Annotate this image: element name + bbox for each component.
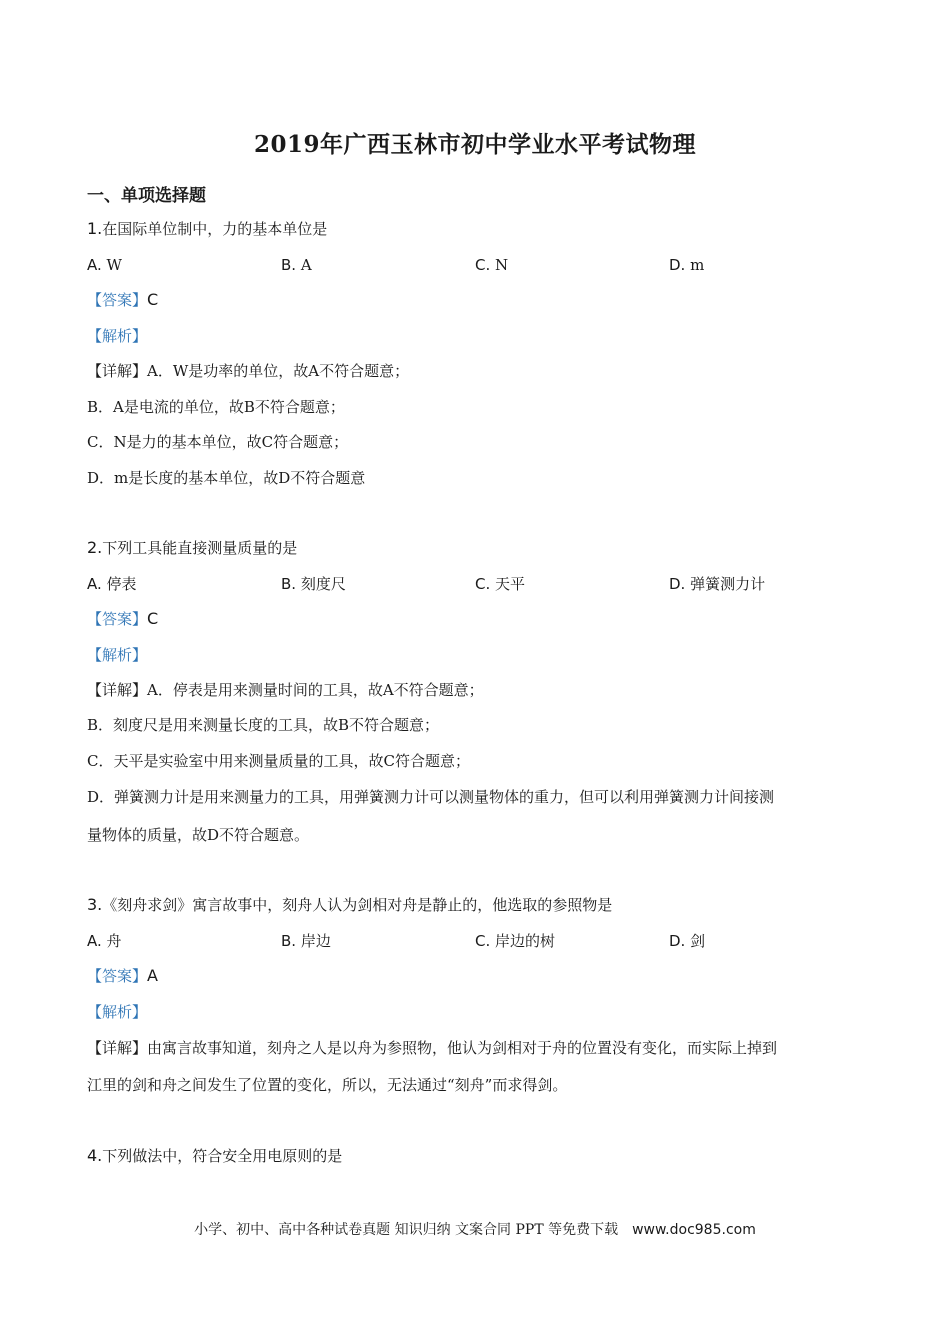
question-3-option-b: B. 岸边 [281,932,331,950]
question-number: 1. [87,219,103,238]
question-1-option-a: A. W [87,256,122,274]
answer-label: 【答案】 [87,610,148,628]
question-2-analysis-label: 【解析】 [87,646,148,664]
question-1-analysis-label: 【解析】 [87,327,148,345]
question-4-stem [87,1145,342,1167]
question-2-option-c: C. 天平 [475,575,526,593]
answer-value: C [147,609,159,628]
answer-label: 【答案】 [87,291,148,309]
question-2-detail-line: C．天平是实验室中用来测量质量的工具，故C符合题意； [87,752,470,770]
question-number: 4. [87,1146,103,1165]
question-number: 3. [87,895,103,914]
question-2-detail-line: 【详解】A．停表是用来测量时间的工具，故A不符合题意； [87,681,484,699]
question-2-answer [87,608,158,630]
question-1-detail-line: C．N是力的基本单位，故C符合题意； [87,433,349,451]
question-2-option-b: B. 刻度尺 [281,575,346,593]
question-1-option-b: B. A [281,256,312,274]
question-3-analysis-label: 【解析】 [87,1003,148,1021]
section-heading: 一、单项选择题 [87,186,206,206]
question-1-option-c: C. N [475,256,509,274]
question-3-detail-line: 江里的剑和舟之间发生了位置的变化，所以，无法通过“刻舟”而求得剑。 [87,1076,568,1094]
question-3-answer [87,965,158,987]
question-3-option-c: C. 岸边的树 [475,932,556,950]
answer-value: C [147,290,159,309]
question-number: 2. [87,538,103,557]
page-title: 2019年广西玉林市初中学业水平考试物理 [253,131,696,158]
question-2-detail-line: B．刻度尺是用来测量长度的工具，故B不符合题意； [87,716,440,734]
question-text: 在国际单位制中，力的基本单位是 [102,220,328,238]
detail-label: 【详解】 [87,681,148,699]
question-1-answer [87,289,158,311]
question-3-detail-line: 【详解】由寓言故事知道，刻舟之人是以舟为参照物，他认为剑相对于舟的位置没有变化，而实际上掉到 [87,1039,778,1057]
detail-label: 【详解】 [87,362,148,380]
question-text: 《刻舟求剑》寓言故事中，刻舟人认为剑相对舟是静止的，他选取的参照物是 [102,896,613,914]
question-1-option-d: D. m [669,256,705,274]
detail-label: 【详解】 [87,1039,148,1057]
question-1-detail-line: 【详解】A．W是功率的单位，故A不符合题意； [87,362,410,380]
answer-label: 【答案】 [87,967,148,985]
question-text: 下列做法中，符合安全用电原则的是 [102,1147,343,1165]
answer-value: A [147,966,158,985]
question-3-stem [87,894,612,916]
question-2-stem [87,537,297,559]
question-1-detail-line: B．A是电流的单位，故B不符合题意； [87,398,345,416]
footer-url: www.doc985.com [632,1222,756,1238]
page-footer [0,1219,950,1239]
question-2-detail-line: D．弹簧测力计是用来测量力的工具，用弹簧测力计可以测量物体的重力，但可以利用弹簧测力计间接测 [87,788,775,806]
footer-text: 小学、初中、高中各种试卷真题 知识归纳 文案合同 PPT 等免费下载 [194,1222,619,1238]
question-3-option-d: D. 剑 [669,932,706,950]
question-1-stem [87,218,327,240]
question-2-detail-line: 量物体的质量，故D不符合题意。 [87,826,310,844]
question-2-option-d: D. 弹簧测力计 [669,575,766,593]
question-text: 下列工具能直接测量质量的是 [102,539,298,557]
question-3-option-a: A. 舟 [87,932,122,950]
question-2-option-a: A. 停表 [87,575,137,593]
question-1-detail-line: D．m是长度的基本单位，故D不符合题意 [87,469,366,487]
